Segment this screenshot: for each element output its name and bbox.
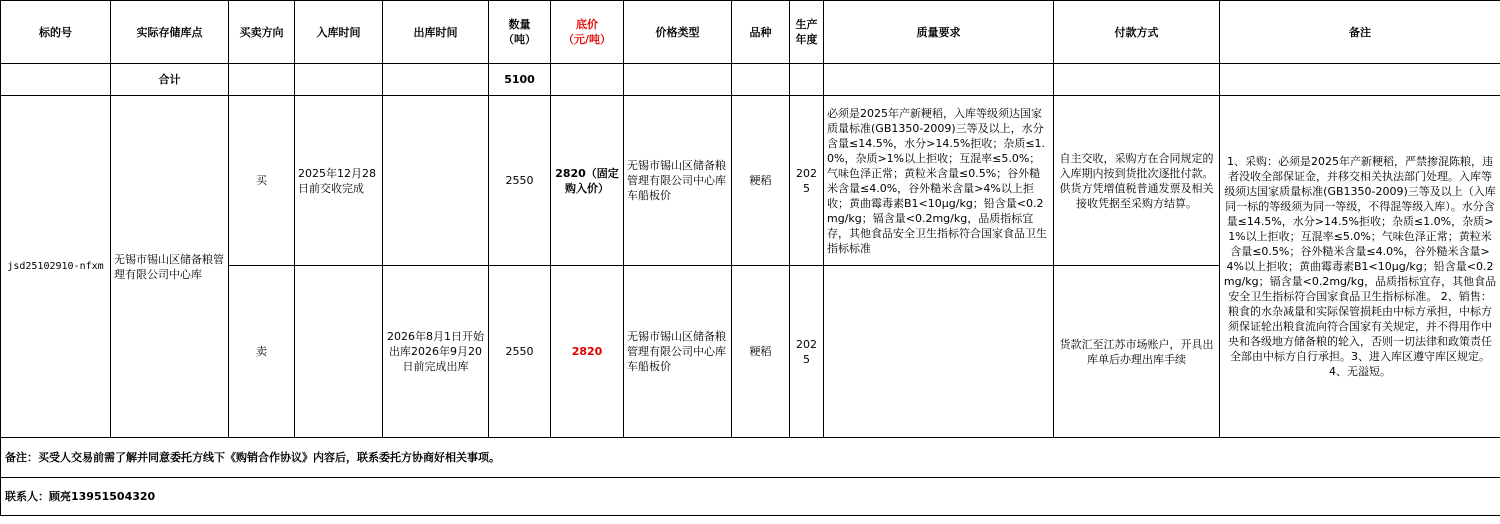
storage-location: 无锡市锡山区储备粮管理有限公司中心库	[111, 96, 229, 438]
payment-buy: 自主交收，采购方在合同规定的入库期内按到货批次逐批付款。供货方凭增值税普通发票及相关接收凭据至采购方结算。	[1054, 96, 1220, 266]
total-row	[1, 64, 1500, 96]
variety-buy: 粳稻	[732, 96, 790, 266]
header-in-time: 入库时间	[295, 1, 383, 64]
header-variety: 品种	[732, 1, 790, 64]
total-quantity: 5100	[489, 64, 551, 96]
total-label: 合计	[111, 64, 229, 96]
in-time-buy: 2025年12月28日前交收完成	[295, 96, 383, 266]
remark-text: 1、采购：必须是2025年产新粳稻，严禁掺混陈粮，违者没收全部保证金，并移交相关执法部门处理。入库等级须达国家质量标准(GB1350-2009)三等及以上（入库同一标的等级须为同一等级，不得混等级入库）。水分含量≤14.5%，水分>14.5%拒收；杂质≤1.0%，杂质>1%以上拒收；互混率≤5.0%；气味色泽正常；黄粒米含量≤0.5%；谷外糙米含量≤4.0%，谷外糙米含量>4%以上拒收；黄曲霉毒素B1<10μg/kg；铅含量<0.2mg/kg；镉含量<0.2mg/kg，品质指标宜存，其他食品安全卫生指标符合国家食品卫生指标标准。 2、销售：粮食的水杂减量和实际保管损耗由中标方承担，中标方须保证轮出粮食流向符合国家有关规定，并不得用作中央和各级地方储备粮的轮入，否则一切法律和政策责任全部由中标方自行承担。3、进入库区遵守库区规定。4、无溢短。	[1220, 96, 1500, 438]
header-remark: 备注	[1220, 1, 1500, 64]
payment-sell: 货款汇至江苏市场账户，开具出库单后办理出库手续	[1054, 266, 1220, 438]
price-sell: 2820	[551, 266, 624, 438]
footer-contact: 联系人：顾亮13951504320	[1, 478, 1500, 516]
out-time-buy	[383, 96, 489, 266]
direction-sell: 卖	[229, 266, 295, 438]
footer-contact-row	[1, 478, 1500, 516]
year-buy: 2025	[790, 96, 824, 266]
header-direction: 买卖方向	[229, 1, 295, 64]
direction-buy: 买	[229, 96, 295, 266]
header-out-time: 出库时间	[383, 1, 489, 64]
total-empty	[1, 64, 111, 96]
header-price-type: 价格类型	[624, 1, 732, 64]
header-quantity: 数量 （吨）	[489, 1, 551, 64]
header-quality: 质量要求	[824, 1, 1054, 64]
table-row-buy	[1, 96, 1500, 266]
quality-buy: 必须是2025年产新粳稻，入库等级须达国家质量标准(GB1350-2009)三等及以上，水分含量≤14.5%，水分>14.5%拒收；杂质≤1.0%，杂质>1%以上拒收；互混率≤5.0%；气味色泽正常；黄粒米含量≤0.5%；谷外糙米含量≤4.0%，谷外糙米含量>4%以上拒收；黄曲霉毒素B1<10μg/kg；铅含量<0.2mg/kg；镉含量<0.2mg/kg，品质指标宜存，其他食品安全卫生指标符合国家食品卫生指标标准	[824, 96, 1054, 266]
header-base-price: 底价 （元/吨）	[551, 1, 624, 64]
footer-note-row	[1, 438, 1500, 478]
out-time-sell: 2026年8月1日开始出库2026年9月20日前完成出库	[383, 266, 489, 438]
header-storage: 实际存储库点	[111, 1, 229, 64]
price-type-sell: 无锡市锡山区储备粮管理有限公司中心库车船板价	[624, 266, 732, 438]
lot-id: jsd25102910-nfxm	[1, 96, 111, 438]
quality-sell	[824, 266, 1054, 438]
header-lot-no: 标的号	[1, 1, 111, 64]
in-time-sell	[295, 266, 383, 438]
price-buy: 2820（固定购入价）	[551, 96, 624, 266]
quantity-sell: 2550	[489, 266, 551, 438]
year-sell: 2025	[790, 266, 824, 438]
footer-note: 备注：买受人交易前需了解并同意委托方线下《购销合作协议》内容后，联系委托方协商好相关事项。	[1, 438, 1500, 478]
header-payment: 付款方式	[1054, 1, 1220, 64]
header-year: 生产 年度	[790, 1, 824, 64]
price-type-buy: 无锡市锡山区储备粮管理有限公司中心库车船板价	[624, 96, 732, 266]
quantity-buy: 2550	[489, 96, 551, 266]
header-row	[1, 1, 1500, 64]
variety-sell: 粳稻	[732, 266, 790, 438]
